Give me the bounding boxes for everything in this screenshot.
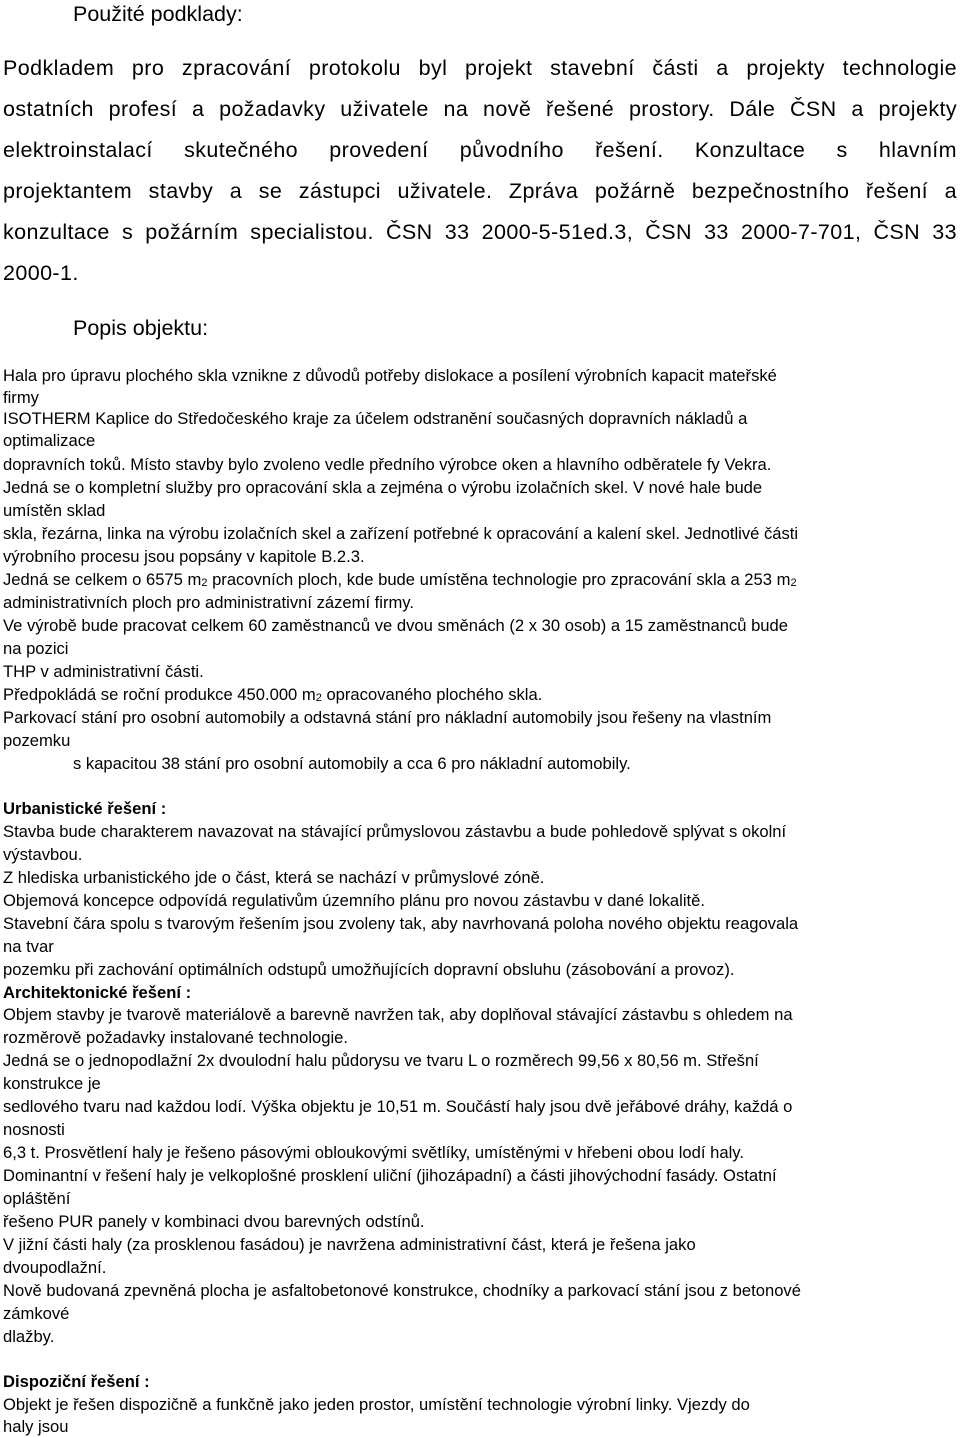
paragraph-line: Objemová koncepce odpovídá regulativům územního plánu pro novou zástavbu v dané lokalitě.: [3, 891, 705, 910]
paragraph-line: Objem stavby je tvarově materiálově a barevně navržen tak, aby doplňoval stávající zástavbu s ohledem na: [3, 1005, 793, 1024]
paragraph-line: V jižní části haly (za prosklenou fasádou) je navržena administrativní část, která je řešena jako: [3, 1235, 696, 1254]
paragraph-line: Podkladem pro zpracování protokolu byl projekt stavební části a projekty technologie: [3, 56, 957, 80]
production-text-1: Předpokládá se roční produkce 450.000 m: [3, 685, 316, 704]
paragraph-line-indented: s kapacitou 38 stání pro osobní automobily a cca 6 pro nákladní automobily.: [73, 754, 631, 773]
paragraph-line: sedlového tvaru nad každou lodí. Výška objektu je 10,51 m. Součástí haly jsou dvě jeřábové dráhy, každá o: [3, 1097, 793, 1116]
production-line: [3, 685, 542, 708]
heading-used-materials: Použité podklady:: [73, 2, 243, 26]
paragraph-line: výrobního procesu jsou popsány v kapitole B.2.3.: [3, 547, 365, 566]
area-unit-sub-2: 2: [790, 577, 797, 589]
paragraph-line: pozemku: [3, 731, 71, 750]
paragraph-line: administrativních ploch pro administrativní zázemí firmy.: [3, 593, 414, 612]
paragraph-line: Jedná se o jednopodlažní 2x dvoulodní halu půdorysu ve tvaru L o rozměrech 99,56 x 80,56 m. Střešní: [3, 1051, 759, 1070]
paragraph-line: Objekt je řešen dispozičně a funkčně jako jeden prostor, umístění technologie výrobní linky. Vjezdy do: [3, 1395, 750, 1414]
paragraph-line: Z hlediska urbanistického jde o část, která se nachází v průmyslové zóně.: [3, 868, 545, 887]
paragraph-line: 6,3 t. Prosvětlení haly je řešeno pásovými obloukovými světlíky, umístěnými v hřebeni obou lodí haly.: [3, 1143, 744, 1162]
paragraph-line: Jedná se o kompletní služby pro opracování skla a zejména o výrobu izolačních skel. V nové hale bude: [3, 478, 763, 497]
paragraph-line: ISOTHERM Kaplice do Středočeského kraje za účelem odstranění současných dopravních nákladů a: [3, 409, 748, 428]
paragraph-line: Hala pro úpravu plochého skla vznikne z důvodů potřeby dislokace a posílení výrobních kapacit mateřské: [3, 366, 777, 385]
paragraph-line: řešeno PUR panely v kombinaci dvou barevných odstínů.: [3, 1212, 425, 1231]
heading-architecture: Architektonické řešení :: [3, 983, 192, 1002]
paragraph-line: Nově budovaná zpevněná plocha je asfaltobetonové konstrukce, chodníky a parkovací stání jsou z betonové: [3, 1281, 801, 1300]
paragraph-line: rozměrově požadavky instalované technologie.: [3, 1028, 348, 1047]
paragraph-line: pozemku při zachování optimálních odstupů umožňujících dopravní obsluhu (zásobování a provoz).: [3, 960, 735, 979]
area-text-1: Jedná se celkem o 6575 m: [3, 570, 202, 589]
paragraph-line: opláštění: [3, 1189, 71, 1208]
paragraph-line: na pozici: [3, 639, 69, 658]
paragraph-line: konstrukce je: [3, 1074, 101, 1093]
paragraph-line: projektantem stavby a se zástupci uživatele. Zpráva požárně bezpečnostního řešení a: [3, 179, 957, 203]
paragraph-line: elektroinstalací skutečného provedení původního řešení. Konzultace s hlavním: [3, 138, 957, 162]
paragraph-line: THP v administrativní části.: [3, 662, 204, 681]
paragraph-line: umístěn sklad: [3, 501, 106, 520]
paragraph-line: haly jsou: [3, 1417, 69, 1436]
paragraph-line: zámkové: [3, 1304, 70, 1323]
paragraph-line: na tvar: [3, 937, 54, 956]
area-unit-sub-1: 2: [201, 577, 208, 589]
paragraph-line: Stavební čára spolu s tvarovým řešením jsou zvoleny tak, aby navrhovaná poloha nového objektu reagovala: [3, 914, 799, 933]
paragraph-line: Ve výrobě bude pracovat celkem 60 zaměstnanců ve dvou směnách (2 x 30 osob) a 15 zaměstnanců bude: [3, 616, 788, 635]
heading-object-description: Popis objektu:: [73, 316, 209, 340]
production-text-2: opracovaného plochého skla.: [321, 685, 543, 704]
area-line: [3, 570, 797, 593]
paragraph-line: ostatních profesí a požadavky uživatele na nově řešené prostory. Dále ČSN a projekty: [3, 97, 957, 121]
production-unit-sub: 2: [315, 692, 322, 704]
paragraph-line: dopravních toků. Místo stavby bylo zvoleno vedle předního výrobce oken a hlavního odběratele fy Vekra.: [3, 455, 772, 474]
heading-urban: Urbanistické řešení :: [3, 799, 167, 818]
paragraph-line: Stavba bude charakterem navazovat na stávající průmyslovou zástavbu a bude pohledově splývat s okolní: [3, 822, 787, 841]
paragraph-line: firmy: [3, 388, 39, 407]
area-text-2: pracovních ploch, kde bude umístěna technologie pro zpracování skla a 253 m: [207, 570, 791, 589]
paragraph-line: dvoupodlažní.: [3, 1258, 107, 1277]
paragraph-line: Dominantní v řešení haly je velkoplošné prosklení uliční (jihozápadní) a části jihovýchodní fasády. Ostatní: [3, 1166, 777, 1185]
paragraph-line: dlažby.: [3, 1327, 55, 1346]
paragraph-line: optimalizace: [3, 431, 96, 450]
paragraph-line: 2000-1.: [3, 261, 79, 285]
paragraph-line: nosnosti: [3, 1120, 65, 1139]
heading-layout: Dispoziční řešení :: [3, 1372, 150, 1391]
paragraph-line: výstavbou.: [3, 845, 83, 864]
paragraph-line: Parkovací stání pro osobní automobily a odstavná stání pro nákladní automobily jsou řešeny na vlastním: [3, 708, 772, 727]
paragraph-line: skla, řezárna, linka na výrobu izolačních skel a zařízení potřebné k opracování a kalení skel. Jednotlivé části: [3, 524, 799, 543]
paragraph-line: konzultace s požárním specialistou. ČSN 33 2000-5-51ed.3, ČSN 33 2000-7-701, ČSN 33: [3, 220, 957, 244]
